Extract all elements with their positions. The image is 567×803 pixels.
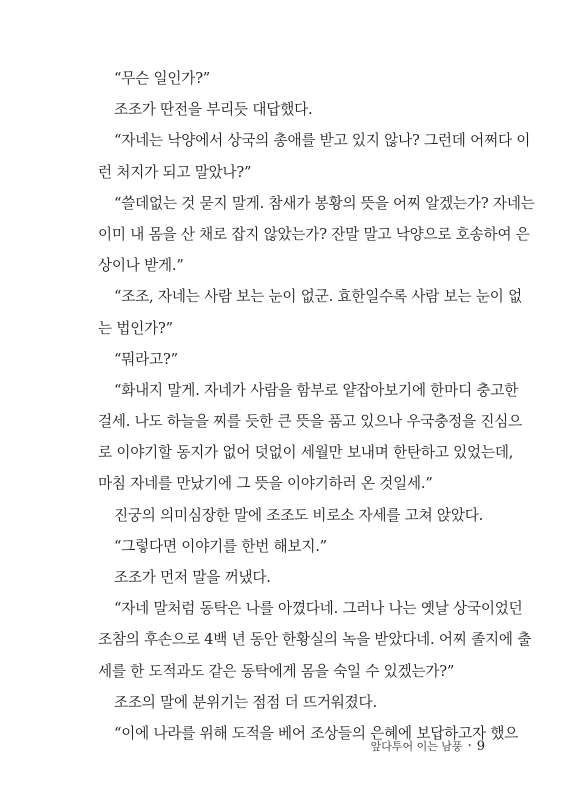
text-line: “이에 나라를 위해 도적을 베어 조상들의 은혜에 보답하고자 했으 (114, 724, 519, 742)
text-line: “그렇다면 이야기를 한번 해보지.” (114, 537, 327, 555)
text-line: “자네 말처럼 동탁은 나를 아꼈다네. 그러나 나는 옛날 상국이었던 (114, 600, 523, 618)
text-line: “쓸데없는 것 묻지 말게. 참새가 봉황의 뜻을 어찌 알겠는가? 자네는 (114, 194, 535, 212)
footer-bullet: • (467, 742, 472, 750)
text-line: 마침 자네를 만났기에 그 뜻을 이야기하러 온 것일세.” (98, 475, 433, 493)
text-line: 조조가 딴전을 부리듯 대답했다. (114, 101, 313, 119)
text-line: “뭐라고?” (114, 350, 178, 368)
running-footer (371, 738, 485, 754)
body-text (98, 63, 535, 749)
text-line: 조조의 말에 분위기는 점점 더 뜨거워졌다. (114, 693, 377, 711)
page-number: 9 (476, 738, 485, 754)
text-line: “자네는 낙양에서 상국의 총애를 받고 있지 않나? 그런데 어쩌다 이 (114, 132, 531, 150)
text-line: 이미 내 몸을 산 채로 잡지 않았는가? 잔말 말고 낙양으로 호송하여 은 (98, 225, 530, 243)
text-line: 조참의 후손으로 4백 년 동안 한황실의 녹을 받았다네. 어찌 졸지에 출 (98, 631, 532, 649)
text-line: 세를 한 도적과도 같은 동탁에게 몸을 숙일 수 있겠는가?” (98, 662, 455, 680)
text-line: 는 법인가?” (98, 319, 173, 337)
footer-chapter-title: 앞다투어 이는 남풍 (370, 740, 463, 753)
text-line: 진궁의 의미심장한 말에 조조도 비로소 자세를 고쳐 앉았다. (114, 506, 484, 524)
text-line: 걸세. 나도 하늘을 찌를 듯한 큰 뜻을 품고 있으나 우국충정을 진심으 (98, 413, 523, 431)
text-line: 런 처지가 되고 말았나?” (98, 163, 252, 181)
text-line: “조조, 자네는 사람 보는 눈이 없군. 효한일수록 사람 보는 눈이 없 (114, 288, 522, 306)
text-line: “화내지 말게. 자네가 사람을 함부로 얕잡아보기에 한마디 충고한 (114, 381, 519, 399)
text-line: 로 이야기할 동지가 없어 덧없이 세월만 보내며 한탄하고 있었는데, (98, 444, 514, 462)
text-line: 상이나 받게.” (98, 257, 184, 275)
text-line: “무슨 일인가?” (114, 70, 211, 87)
text-line: 조조가 먼저 말을 꺼냈다. (114, 569, 271, 586)
